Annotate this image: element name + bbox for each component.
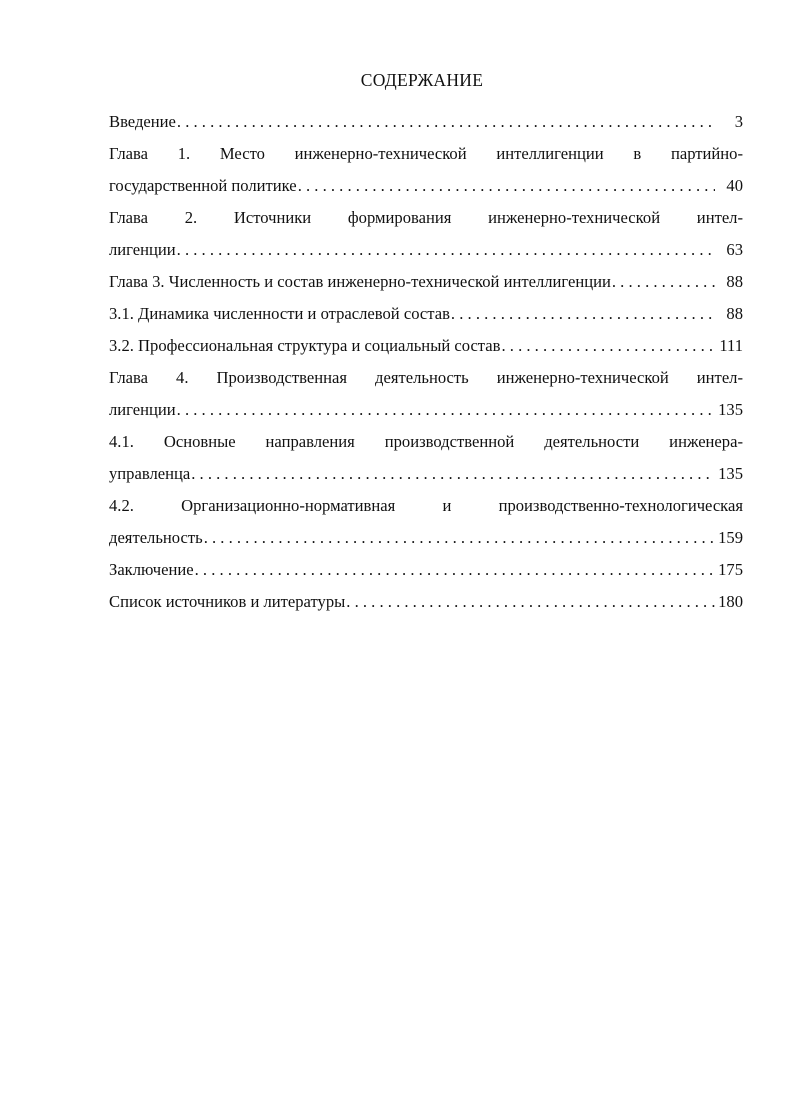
table-of-contents [109,106,743,618]
toc-entry-title: Введение [109,112,176,131]
toc-entry-chapter-2-cont [109,234,743,266]
toc-entry-chapter-1 [109,138,743,170]
toc-page-number: 88 [726,304,743,323]
dot-leader [176,234,715,266]
dot-leader [611,266,715,298]
dot-leader [203,522,715,554]
toc-entry-conclusion [109,554,743,586]
toc-entry-title: деятельность [109,528,203,547]
toc-page-number: 88 [726,272,743,291]
toc-entry-title: государственной политике [109,176,297,195]
toc-page-number: 111 [719,336,743,355]
toc-entry-title: 3.2. Профессиональная структура и социальный состав [109,336,501,355]
dot-leader [500,330,715,362]
page-title: СОДЕРЖАНИЕ [360,70,484,90]
toc-entry-section-4-1 [109,426,743,458]
toc-entry-section-3-1 [109,298,743,330]
toc-entry-section-4-2 [109,490,743,522]
dot-leader [345,586,715,618]
dot-leader [190,458,715,490]
toc-entry-references [109,586,743,618]
toc-entry-title: 4.1. Основные направления производственной деятельности инженера- [109,432,743,451]
dot-leader [297,170,715,202]
toc-entry-chapter-4 [109,362,743,394]
toc-entry-title: Глава 4. Производственная деятельность инженерно-технической интел- [109,368,743,387]
toc-entry-title: Глава 2. Источники формирования инженерно-технической интел- [109,208,743,227]
dot-leader [194,554,715,586]
dot-leader [450,298,715,330]
toc-entry-title: лигенции [109,240,176,259]
toc-entry-section-3-2 [109,330,743,362]
dot-leader [176,394,715,426]
toc-entry-title: лигенции [109,400,176,419]
toc-entry-title: 4.2. Организационно-нормативная и производственно-технологическая [109,496,743,515]
dot-leader [176,106,715,138]
toc-entry-title: Список источников и литературы [109,592,346,611]
toc-page-number: 40 [726,176,743,195]
toc-page-number: 63 [726,240,743,259]
toc-entry-section-4-2-cont [109,522,743,554]
toc-page-number: 3 [734,112,743,131]
toc-entry-introduction [109,106,743,138]
toc-page-number: 135 [718,464,743,483]
toc-entry-section-4-1-cont [109,458,743,490]
toc-page-number: 135 [718,400,743,419]
toc-page-number: 159 [718,528,743,547]
toc-entry-chapter-2 [109,202,743,234]
toc-entry-title: Глава 1. Место инженерно-технической интеллигенции в партийно- [109,144,743,163]
toc-entry-chapter-4-cont [109,394,743,426]
toc-page-number: 180 [718,592,743,611]
toc-entry-chapter-1-cont [109,170,743,202]
toc-entry-title: управленца [109,464,191,483]
toc-entry-title: Заключение [109,560,194,579]
toc-page-number: 175 [718,560,743,579]
toc-entry-title: 3.1. Динамика численности и отраслевой состав [109,304,450,323]
toc-entry-title: Глава 3. Численность и состав инженерно-технической интеллигенции [109,272,611,291]
toc-entry-chapter-3 [109,266,743,298]
